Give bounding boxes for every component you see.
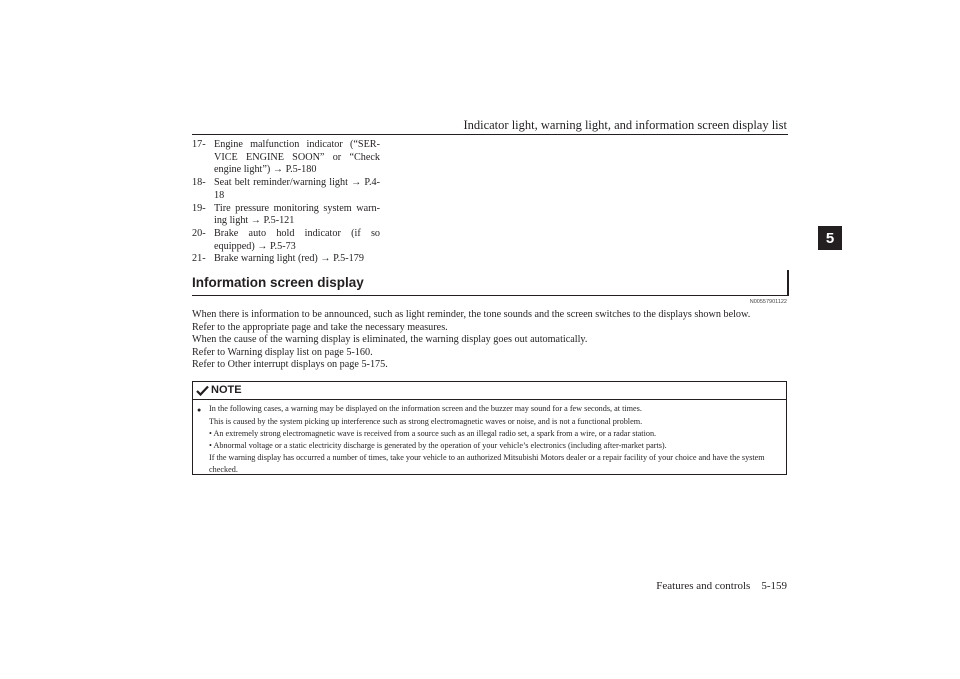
list-item-text: Tire pressure monitoring system warn-ing light → P.5-121 bbox=[214, 202, 380, 227]
body-paragraph: Refer to Warning display list on page 5-160. bbox=[192, 346, 373, 358]
list-item-number: 17- bbox=[192, 139, 206, 150]
body-paragraph: Refer to Other interrupt displays on page 5-175. bbox=[192, 359, 388, 370]
header-rule bbox=[192, 134, 788, 135]
section-heading-text: Information screen display bbox=[192, 275, 364, 290]
note-check-icon bbox=[196, 385, 209, 396]
note-box bbox=[192, 381, 787, 475]
list-item-text: Engine malfunction indicator (“SER-VICE ENGINE SOON” or “Check engine light”) → P.5-180 bbox=[214, 139, 380, 176]
note-bullet-row bbox=[197, 403, 783, 416]
body-paragraph: When there is information to be announced, such as light reminder, the tone sounds and the screen switches to the displays shown below. bbox=[192, 309, 751, 320]
note-label: NOTE bbox=[211, 384, 242, 396]
note-header bbox=[196, 384, 242, 396]
section-code: N00557901122 bbox=[749, 299, 787, 305]
list-item-number: 18- bbox=[192, 177, 206, 189]
note-line: In the following cases, a warning may be displayed on the information screen and the buzzer may sound for a few seconds, at times. bbox=[209, 404, 642, 413]
list-item bbox=[192, 139, 380, 177]
bullet-icon: ● bbox=[197, 406, 202, 414]
note-line: This is caused by the system picking up interference such as strong electromagnetic waves or noise, and is not a functional problem. bbox=[209, 417, 643, 426]
body-paragraph: Refer to the appropriate page and take the necessary measures. bbox=[192, 321, 448, 333]
list-item-number: 20- bbox=[192, 227, 206, 239]
list-item bbox=[192, 228, 380, 253]
list-item-text: Brake warning light (red) → P.5-179 bbox=[214, 253, 364, 265]
list-item-number: 21- bbox=[192, 253, 206, 265]
list-item-text: Seat belt reminder/warning light → P.4-18 bbox=[214, 177, 380, 201]
chapter-tab: 5 bbox=[818, 226, 842, 250]
note-line: • Abnormal voltage or a static electricity discharge is generated by the operation of your vehicle’s electronics (including after-market parts). bbox=[209, 441, 667, 450]
page-footer: Features and controls 5-159 bbox=[656, 580, 787, 592]
list-item-number: 19- bbox=[192, 202, 206, 214]
list-item bbox=[192, 177, 380, 202]
note-rule bbox=[193, 399, 786, 400]
note-details bbox=[197, 416, 783, 476]
list-item bbox=[192, 203, 380, 228]
list-item-text: Brake auto hold indicator (if so equipped) → P.5-73 bbox=[214, 227, 380, 252]
body-text bbox=[192, 309, 788, 372]
note-line: • An extremely strong electromagnetic wave is received from a source such as an illegal radio set, a spark from a wire, or a radar station. bbox=[209, 429, 657, 438]
note-line: If the warning display has occurred a number of times, take your vehicle to an authorized Mitsubishi Motors dealer or a repair facility of your choice and have the system checked. bbox=[209, 453, 765, 474]
body-paragraph: When the cause of the warning display is eliminated, the warning display goes out automatically. bbox=[192, 334, 588, 345]
indicator-list bbox=[192, 139, 380, 266]
note-content bbox=[197, 403, 783, 476]
page-header-title: Indicator light, warning light, and information screen display list bbox=[463, 118, 787, 132]
list-item bbox=[192, 253, 380, 266]
section-heading bbox=[192, 270, 789, 296]
